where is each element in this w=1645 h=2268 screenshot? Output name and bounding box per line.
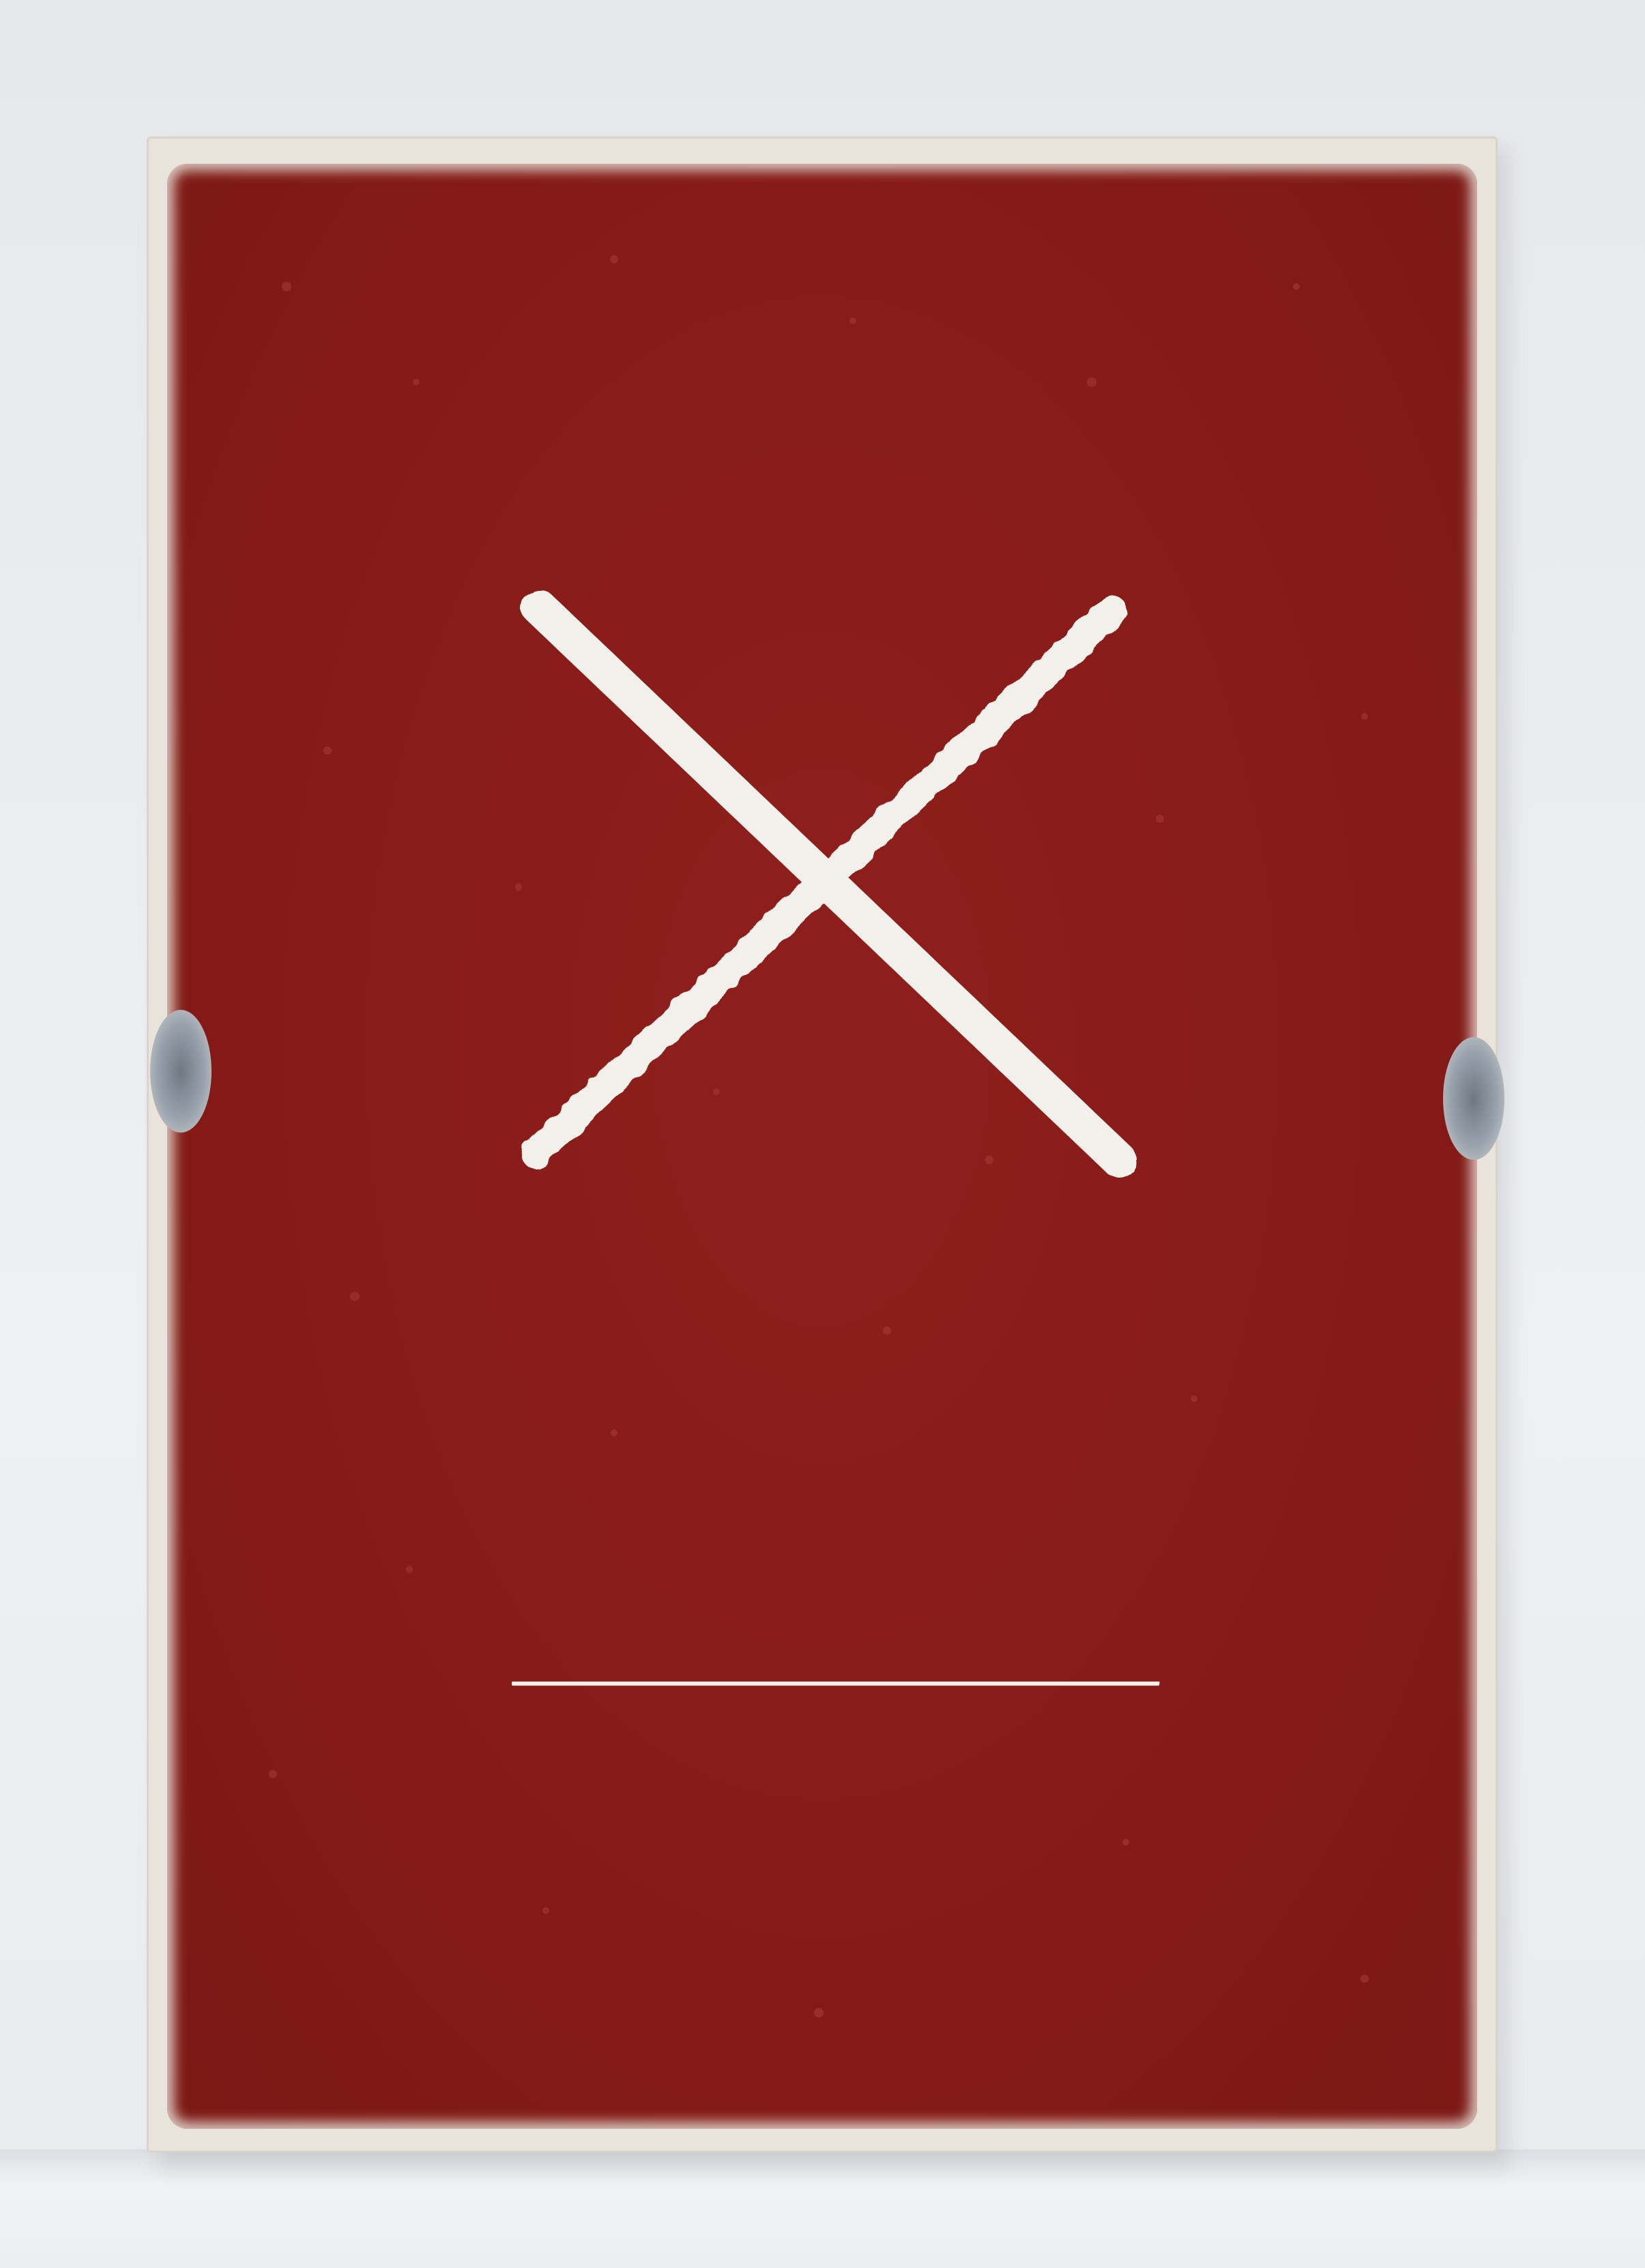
- speckles: [269, 255, 1369, 2018]
- underline-mark: [529, 1682, 1143, 1685]
- x-mark: [536, 607, 1119, 1160]
